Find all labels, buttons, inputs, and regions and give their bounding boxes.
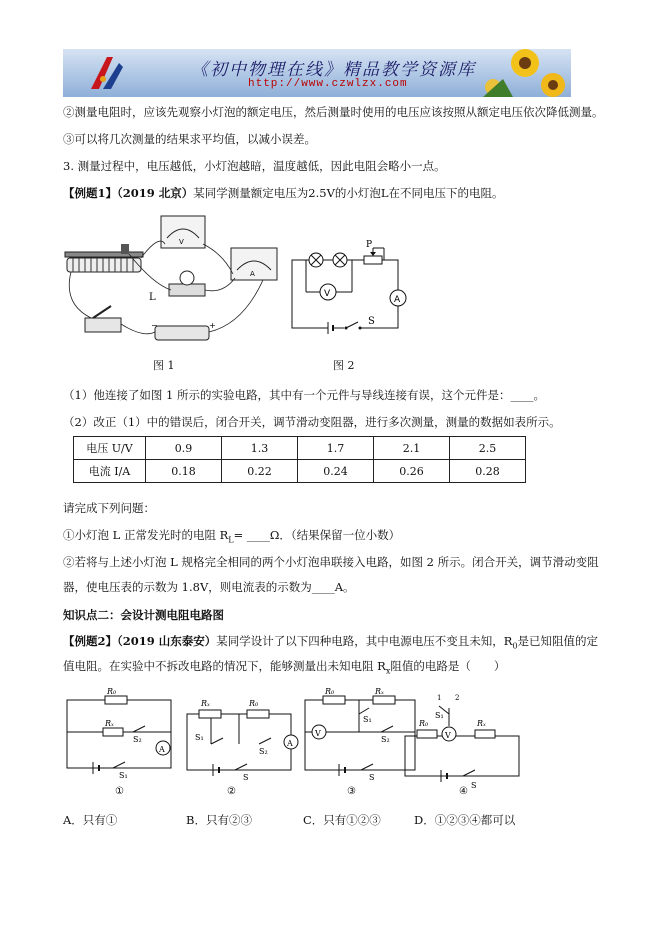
data-table [73,436,526,483]
figure2-P-label: P [366,240,373,250]
example2-text-a: 某同学设计了以下四种电路，其中电源电压不变且未知，R [216,634,513,648]
knowledge-point-2: 知识点二：会设计测电阻电路图 [63,608,224,622]
svg-text:S: S [471,781,477,790]
example2-source: （2019 山东泰安） [117,634,217,648]
option-c[interactable]: C．只有①②③ [303,813,381,827]
circuit-label-1: ① [115,786,124,797]
lamp-icon [309,253,323,267]
example2-text-b-subscript: x [385,666,391,676]
banner-title: 《初中物理在线》精品教学资源库 [191,60,476,80]
table-cell: 1.7 [298,437,374,460]
header-banner [63,49,571,97]
note-2: ②测量电阻时，应该先观察小灯泡的额定电压，然后测量时使用的电压应该按照从额定电压依次降低测量。 [63,105,604,119]
option-d[interactable]: D．①②③④都可以 [414,813,516,827]
question1: （1）他连接了如图 1 所示的实验电路，其中有一个元件与导线连接有误，这个元件是：____。 [63,388,545,402]
svg-text:Rₓ: Rₓ [375,688,384,696]
figure1-L-label: L [149,292,156,303]
table-row [74,460,526,483]
figure1-apparatus [63,214,293,352]
instruction: 请完成下列问题： [63,501,155,515]
svg-text:Rₓ: Rₓ [201,699,210,708]
example2-heading [63,633,598,654]
svg-text:S₁: S₁ [119,771,128,780]
table-row [74,437,526,460]
svg-text:+: + [209,321,216,330]
subquestion1 [63,527,400,548]
circuit-4 [405,706,519,782]
switch-icon [344,322,362,332]
example1-source: （2019 北京） [117,186,194,200]
ammeter-icon [231,248,277,280]
table-cell: 0.26 [374,460,450,483]
battery-icon [328,322,334,334]
subquestion2-line2: 器，使电压表的示数为 1.8V，则电流表的示数为____A。 [63,580,355,594]
circuit-2 [187,710,291,776]
figure2-circuit [288,238,408,338]
battery-icon [151,321,216,340]
figure2-A-label: A [394,295,401,305]
figure2-V-label: V [324,289,331,299]
example2-text-a-tail: 是已知阻值的定 [517,634,599,648]
svg-text:V: V [445,731,451,740]
table-cell: 2.5 [450,437,526,460]
svg-text:S₂: S₂ [133,735,142,744]
figure1-caption: 图 1 [153,359,175,372]
table-row-header: 电流 I/A [74,460,146,483]
svg-text:A: A [287,739,293,748]
subquestion2-line1: ②若将与上述小灯泡 L 规格完全相同的两个小灯泡串联接入电路，如图 2 所示。闭合开关，调节滑动变阻 [63,555,599,569]
figure2-S-label: S [368,316,375,327]
svg-text:S₂: S₂ [259,747,268,756]
circuit-1 [67,696,171,774]
table-cell: 0.22 [222,460,298,483]
example1-text: 某同学测量额定电压为2.5V的小灯泡L在不同电压下的电阻。 [193,186,504,200]
option-b[interactable]: B．只有②③ [186,813,252,827]
example2-text-b-line [63,658,505,679]
svg-text:S₁: S₁ [195,733,204,742]
svg-text:1: 1 [437,694,442,702]
example2-circuits [63,688,583,798]
svg-text:2: 2 [455,694,460,702]
example1-label: 【例题1】 [63,186,118,200]
banner-url[interactable]: http://www.czwlzx.com [248,78,408,90]
svg-text:S: S [369,773,375,782]
figure2-caption: 图 2 [333,359,355,372]
svg-text:S₁: S₁ [435,711,444,720]
voltmeter-icon [161,216,205,248]
svg-text:A: A [250,270,255,278]
example1-heading [63,185,504,201]
lamp-icon [169,271,205,296]
subquestion1-text: ①小灯泡 L 正常发光时的电阻 R [63,528,229,542]
table-cell: 2.1 [374,437,450,460]
rheostat-icon [65,244,143,272]
switch-icon [85,306,121,332]
subquestion1-tail: = ____Ω．（结果保留一位小数） [233,528,401,542]
svg-text:A: A [159,745,165,754]
question2: （2）改正（1）中的错误后，闭合开关，调节滑动变阻器，进行多次测量，测量的数据如表所示。 [63,415,561,429]
svg-text:Rₓ: Rₓ [477,719,486,728]
example2-text-b-tail: 阻值的电路是（ ） [390,659,506,673]
svg-text:Rₓ: Rₓ [105,719,114,728]
table-cell: 1.3 [222,437,298,460]
ammeter-icon [390,290,406,306]
note-3: ③可以将几次测量的结果求平均值，以减小误差。 [63,132,316,146]
svg-text:−: − [151,321,158,330]
svg-text:S: S [243,773,249,782]
svg-text:V: V [179,238,184,246]
table-cell: 0.9 [146,437,222,460]
example2-label: 【例题2】 [63,634,118,648]
table-cell: 0.18 [146,460,222,483]
svg-text:V: V [315,729,321,738]
voltmeter-icon [320,284,336,300]
circuit-label-3: ③ [347,786,356,797]
lamp-icon [333,253,347,267]
circuit-label-4: ④ [459,786,468,797]
table-row-header: 电压 U/V [74,437,146,460]
svg-text:R₀: R₀ [325,688,335,696]
example2-text-a-subscript: 0 [512,641,518,651]
note-4: 3. 测量过程中，电压越低，小灯泡越暗，温度越低，因此电阻会略小一点。 [63,159,446,173]
rheostat-icon [364,248,384,264]
svg-text:S₁: S₁ [363,715,372,724]
example2-text-b: 值电阻。在实验中不拆改电路的情况下，能够测量出未知电阻 R [63,659,386,673]
svg-text:R₀: R₀ [249,699,259,708]
subquestion1-subscript: L [228,535,234,545]
svg-text:S₂: S₂ [381,735,390,744]
table-cell: 0.24 [298,460,374,483]
svg-text:R₀: R₀ [107,688,117,696]
svg-text:R₀: R₀ [419,719,429,728]
table-cell: 0.28 [450,460,526,483]
option-a[interactable]: A．只有① [63,813,118,827]
circuit-label-2: ② [227,786,236,797]
